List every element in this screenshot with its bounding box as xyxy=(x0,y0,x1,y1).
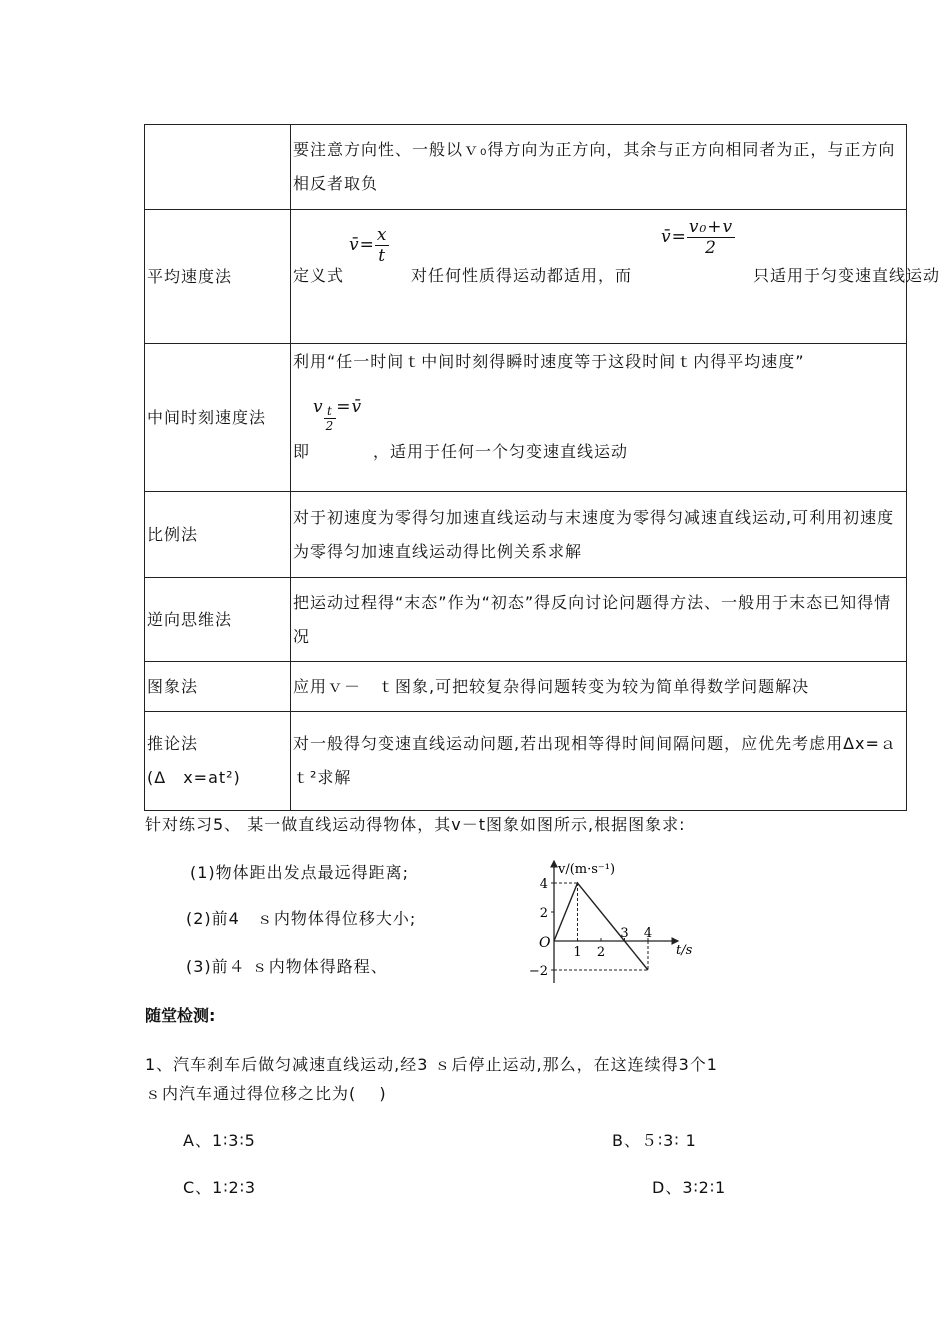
formula-mid-velocity xyxy=(313,397,362,433)
option-c[interactable]: C、1∶2∶3 xyxy=(183,1178,257,1197)
table-row-reverse xyxy=(145,578,907,662)
text-end-content: 只适用于匀变速直线运动 xyxy=(753,265,941,285)
graph-marks xyxy=(529,877,652,979)
row-name: 比例法 xyxy=(145,492,291,578)
table-row-graph xyxy=(145,662,907,712)
row-text: 对一般得匀变速直线运动问题,若出现相等得时间间隔问题，应优先考虑用Δx=ａｔ²求解 xyxy=(291,712,907,811)
exercise-q1: (1)物体距出发点最远得距离; xyxy=(190,863,410,882)
check-heading: 随堂检测: xyxy=(145,1006,216,1025)
y-tick-label: 4 xyxy=(539,877,548,892)
table-row-ratio xyxy=(145,492,907,578)
origin-label: O xyxy=(539,935,551,951)
frac-num: x xyxy=(376,224,388,245)
x-axis-label: t/s xyxy=(676,943,693,958)
formula-lhs: v̄= xyxy=(349,234,375,255)
option-a[interactable]: A、1∶3∶5 xyxy=(183,1131,256,1150)
methods-table xyxy=(144,124,941,811)
table-row-average-velocity xyxy=(145,210,907,344)
row-name: 图象法 xyxy=(145,662,291,712)
x-tick-label: 1 xyxy=(573,945,582,960)
formula-rhs: =v̄ xyxy=(336,396,363,417)
row-text: 要注意方向性、一般以ｖ₀得方向为正方向，其余与正方向相同者为正，与正方向相反者取负 xyxy=(291,125,907,210)
exercise-title: 针对练习5、 某一做直线运动得物体，其v－t图象如图所示,根据图象求: xyxy=(145,815,686,834)
line-3-suffix: ，适用于任何一个匀变速直线运动 xyxy=(373,441,629,461)
line-3-prefix: 即 xyxy=(293,441,311,461)
row-name xyxy=(145,125,291,210)
table-row xyxy=(145,125,907,210)
check-q1-line1: 1、汽车刹车后做匀减速直线运动,经3 ｓ后停止运动,那么，在这连续得3个1 xyxy=(145,1055,718,1074)
option-d[interactable]: D、3∶2∶1 xyxy=(652,1178,727,1197)
frac-den: t xyxy=(378,245,387,266)
option-b[interactable]: B、５∶3∶ 1 xyxy=(612,1131,697,1150)
vt-graph xyxy=(520,855,710,990)
row-name: 平均速度法 xyxy=(145,210,291,344)
frac-den: 2 xyxy=(325,418,335,433)
y-axis-label: v/(m·s⁻¹) xyxy=(558,862,616,877)
formula-average-def xyxy=(349,225,389,266)
x-tick-label: 3 xyxy=(620,926,629,941)
y-tick-label: 2 xyxy=(539,906,548,921)
row-name-1: 推论法 xyxy=(147,734,199,753)
y-tick-label: −2 xyxy=(528,964,548,979)
frac-den: 2 xyxy=(705,237,717,258)
x-tick-label: 2 xyxy=(596,945,606,960)
formula-v: v xyxy=(313,396,324,417)
row-name: 逆向思维法 xyxy=(145,578,291,662)
row-name xyxy=(145,712,291,811)
text-end xyxy=(753,259,940,293)
row-text xyxy=(291,210,941,344)
table-row-inference xyxy=(145,712,907,811)
row-name-2: (Δ x=at²) xyxy=(147,768,241,787)
row-text xyxy=(291,344,907,492)
table-row-midpoint-velocity xyxy=(145,344,907,492)
row-name: 中间时刻速度法 xyxy=(145,344,291,492)
row-text: 对于初速度为零得匀加速直线运动与末速度为零得匀减速直线运动,可利用初速度为零得匀加速直线运动得比例关系求解 xyxy=(291,492,907,578)
exercise-q3: (3)前４ ｓ内物体得路程、 xyxy=(186,957,388,976)
frac-num: t xyxy=(324,404,337,419)
frac-num: v₀+v xyxy=(688,216,734,237)
exercise-q2: (2)前4 ｓ内物体得位移大小; xyxy=(186,909,417,928)
formula-lhs: v̄= xyxy=(661,226,687,247)
line-1: 利用“任一时间ｔ中间时刻得瞬时速度等于这段时间ｔ内得平均速度” xyxy=(293,351,805,371)
formula-average-uniform xyxy=(661,217,735,258)
row-text: 应用ｖ－ ｔ图象,可把较复杂得问题转变为较为简单得数学问题解决 xyxy=(291,662,907,712)
label-definition: 定义式 xyxy=(293,265,345,285)
row-text: 把运动过程得“末态”作为“初态”得反向讨论问题得方法、一般用于末态已知得情况 xyxy=(291,578,907,662)
x-tick-label: 4 xyxy=(643,926,653,941)
text-mid: 对任何性质得运动都适用，而 xyxy=(411,265,633,285)
check-q1-line2: ｓ内汽车通过得位移之比为( ) xyxy=(145,1084,387,1103)
